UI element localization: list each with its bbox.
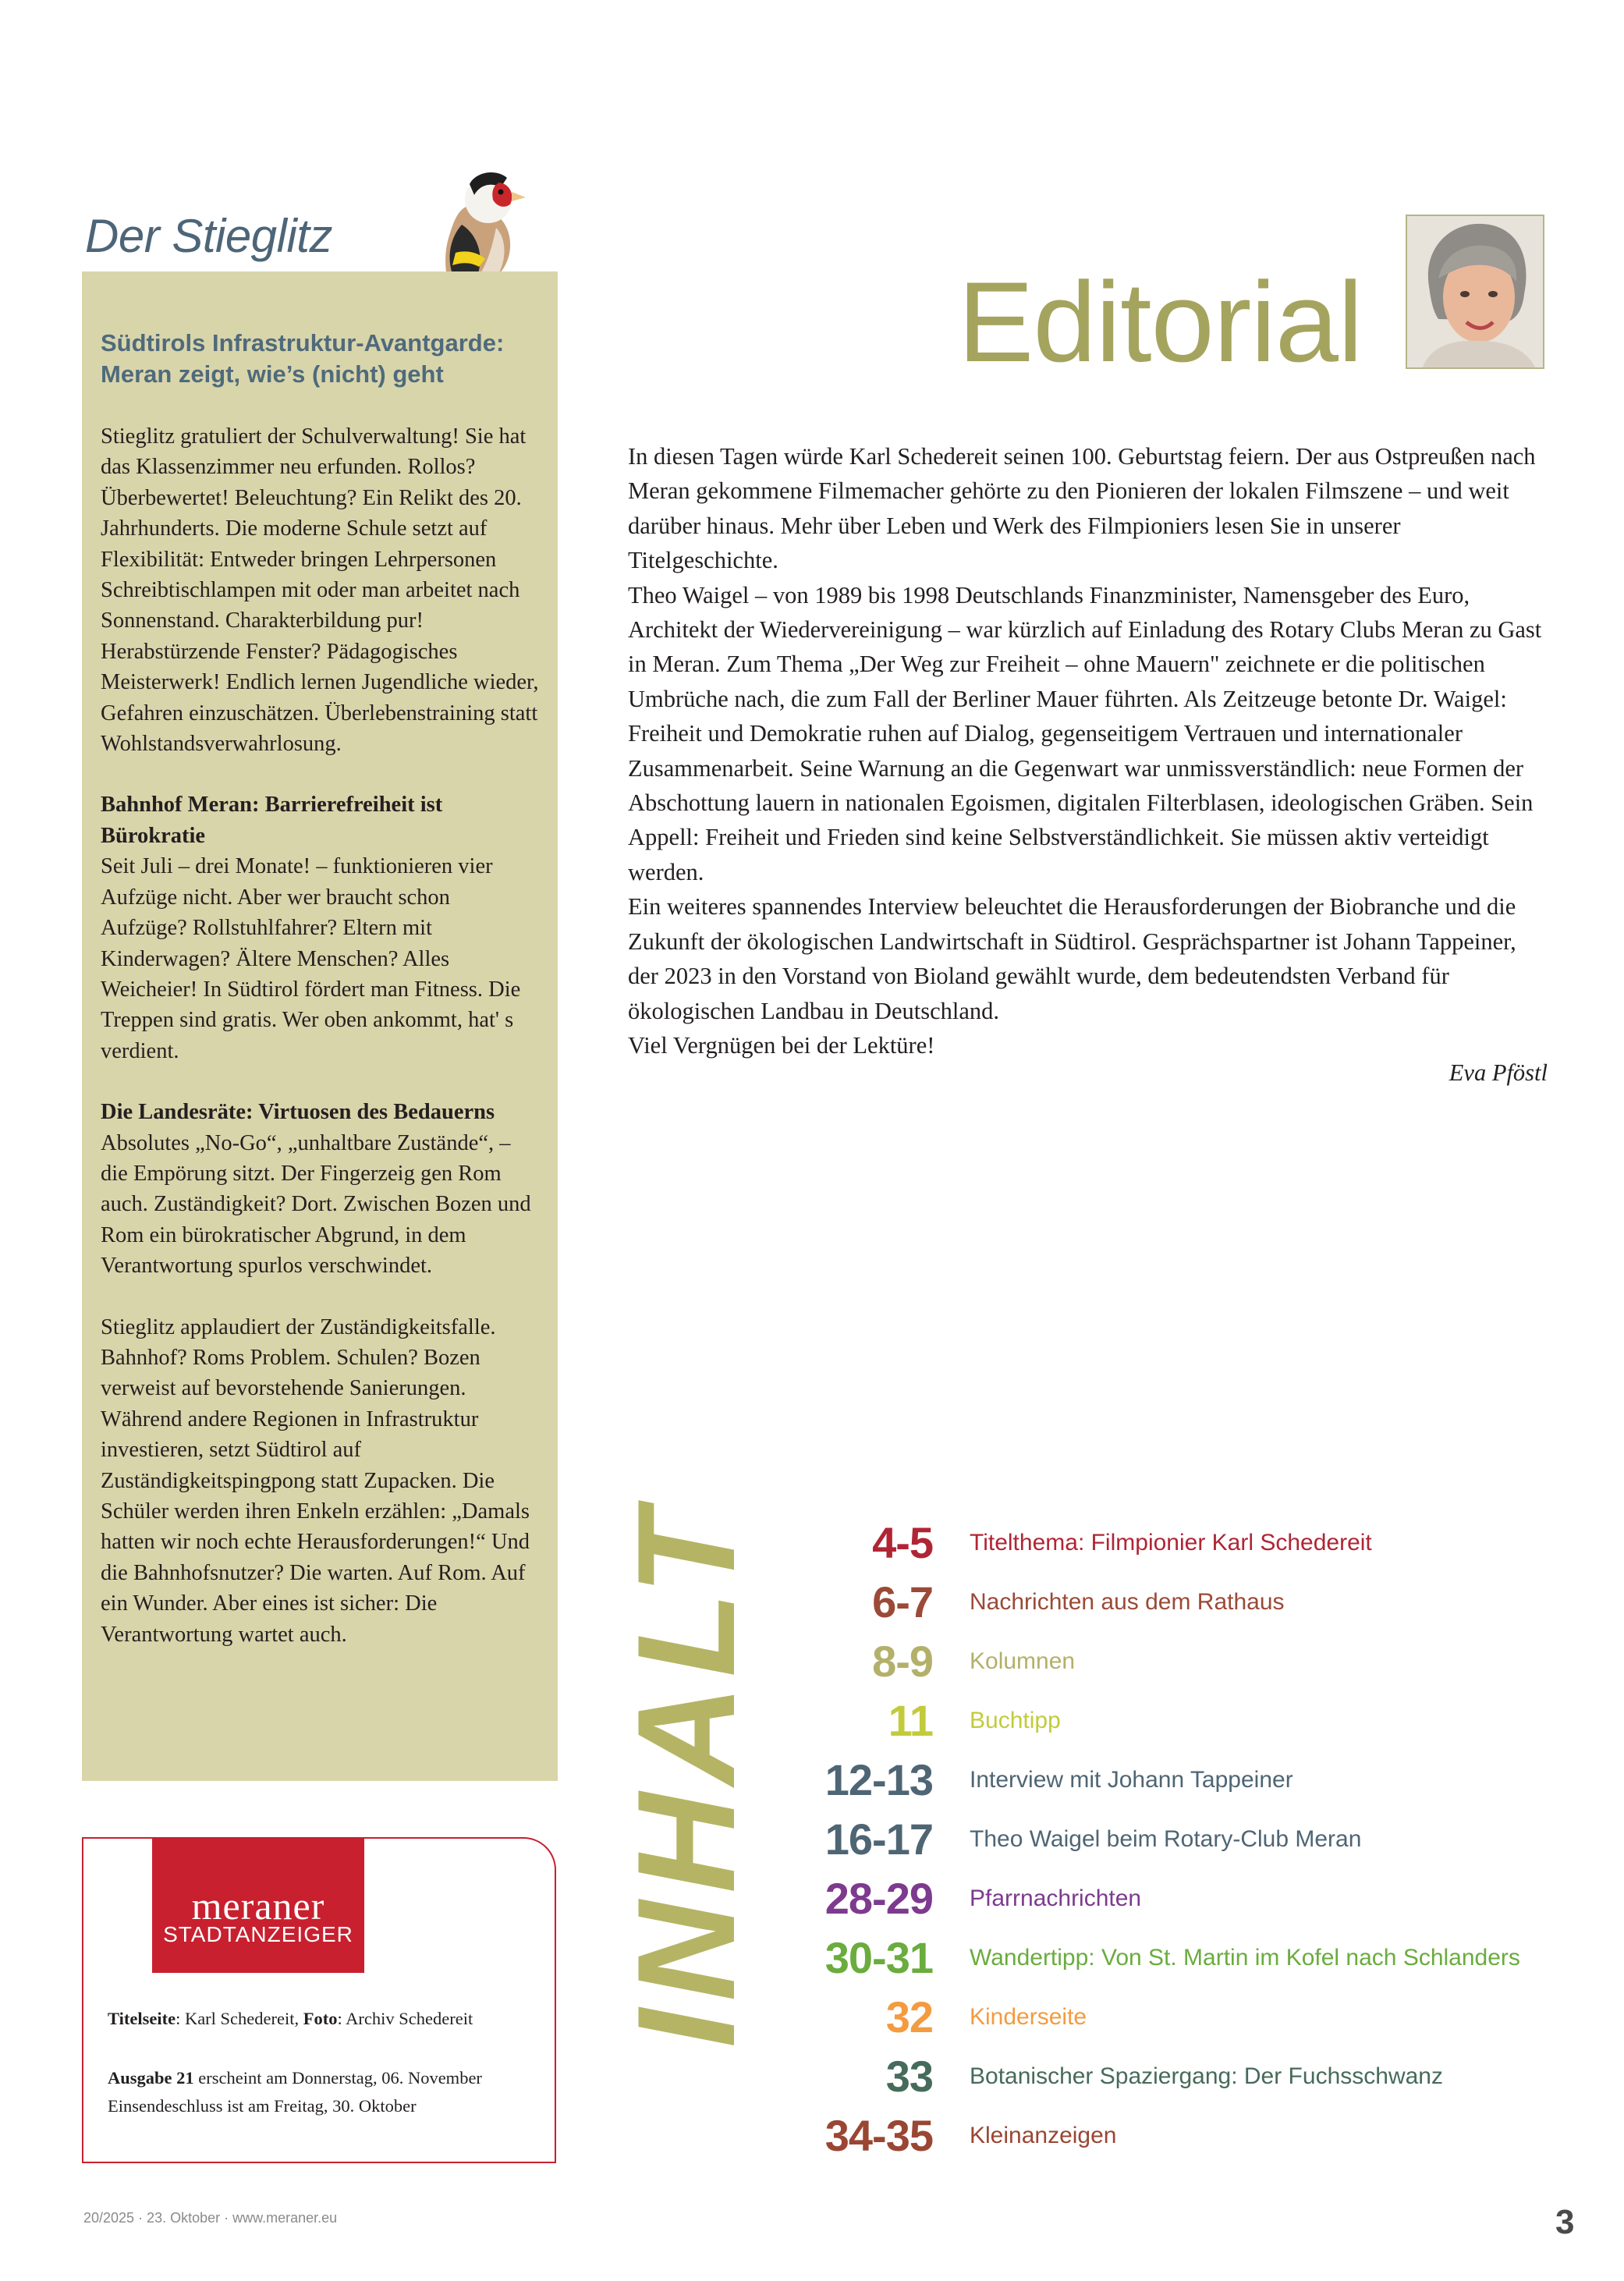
- logo-wordmark: meraner: [191, 1884, 325, 1928]
- toc-title: Wandertipp: Von St. Martin im Kofel nach Schlanders: [970, 1945, 1520, 1971]
- toc-title: Interview mit Johann Tappeiner: [970, 1767, 1293, 1793]
- editorial-paragraph: Theo Waigel – von 1989 bis 1998 Deutschlands Finanzminister, Namensgeber des Euro, Architekt der Wiedervereinigung – war kürzlich auf Einladung des Rotary Clubs Meran zu Gast in Meran. Zum Thema „Der Weg zur Freiheit – ohne Mauern" zeichnete er die politischen Umbrüche nach, die zum Fall der Berliner Mauer führten. Als Zeitzeuge betonte Dr. Waigel: Freiheit und Demokratie ruhen auf Dialog, gegenseitigem Vertrauen und internationaler Zusammenarbeit. Seine Warnung an die Gegenwart war unmissverständlich: neue Formen der Abschottung lauern in nationalen Egoismen, digitalen Filterblasen, ideologischen Gräben. Sein Appell: Freiheit und Frieden sind keine Selbstverständlichkeit. Sie müssen aktiv verteidigt werden.: [628, 581, 1542, 885]
- toc-entry[interactable]: [702, 1573, 1576, 1632]
- column-paragraph-text: Absolutes „No-Go“, „unhaltbare Zustände“, – die Empörung sitzt. Der Fingerzeig gen Rom auch. Zuständigkeit? Dort. Zwischen Bozen und Rom ein bürokratischer Abgrund, in dem Verantwortung spurlos verschwindet.: [101, 1130, 531, 1279]
- contents-heading: INHALT: [608, 1502, 764, 2048]
- toc-title: Kinderseite: [970, 2004, 1087, 2030]
- toc-title: Botanischer Spaziergang: Der Fuchsschwanz: [970, 2063, 1443, 2089]
- portrait-image: [1407, 216, 1543, 367]
- toc-entry[interactable]: [702, 1751, 1576, 1810]
- toc-title: Buchtipp: [970, 1708, 1061, 1733]
- editorial-paragraph: Viel Vergnügen bei der Lektüre!: [628, 1031, 935, 1059]
- toc-page-number: 6-7: [872, 1577, 933, 1626]
- toc-title: Nachrichten aus dem Rathaus: [970, 1589, 1285, 1615]
- toc-title: Theo Waigel beim Rotary-Club Meran: [970, 1826, 1362, 1852]
- toc-title: Pfarrnachrichten: [970, 1885, 1142, 1911]
- deadline-info: Einsendeschluss ist am Freitag, 30. Oktober: [108, 2096, 417, 2116]
- column-subheading: Bahnhof Meran: Barrierefreiheit ist Bürokratie: [101, 793, 443, 848]
- toc-page-number: 11: [888, 1696, 933, 1745]
- toc-page-number: 34-35: [824, 2111, 933, 2160]
- logo-subtitle: STADTANZEIGER: [163, 1922, 353, 1946]
- toc-page-number: 4-5: [872, 1518, 933, 1567]
- editorial-paragraph: Ein weiteres spannendes Interview beleuchtet die Herausforderungen der Biobranche und die Zukunft der ökologischen Landwirtschaft in Südtirol. Gesprächspartner ist Johann Tappeiner, der 2023 in den Vorstand von Bioland gewählt wurde, dem bedeutendsten Verband für ökologischen Landbau in Deutschland.: [628, 893, 1516, 1024]
- publication-logo: [152, 1837, 364, 1973]
- toc-entry[interactable]: [702, 1988, 1576, 2047]
- next-issue-info: Ausgabe 21 erscheint am Donnerstag, 06. November: [108, 2068, 482, 2088]
- toc-entry[interactable]: [702, 1632, 1576, 1691]
- toc-page-number: 30-31: [824, 1933, 933, 1982]
- editorial-paragraph: In diesen Tagen würde Karl Schedereit seinen 100. Geburtstag feiern. Der aus Ostpreußen nach Meran gekommene Filmemacher gehörte zu den Pionieren der lokalen Filmszene – und weit darüber hinaus. Mehr über Leben und Werk des Filmpioniers lesen Sie in unserer Titelgeschichte.: [628, 443, 1536, 574]
- column-title: Der Stieglitz: [85, 210, 332, 262]
- cover-credit: Titelseite: Karl Schedereit, Foto: Archiv Schedereit: [108, 2009, 473, 2028]
- toc-title: Titelthema: Filmpionier Karl Schedereit: [970, 1530, 1372, 1556]
- editorial-title: Editorial: [958, 258, 1363, 385]
- author-portrait: [1406, 215, 1544, 369]
- column-paragraph: Stieglitz gratuliert der Schulverwaltung! Sie hat das Klassenzimmer neu erfunden. Rollos? Überbewertet! Beleuchtung? Ein Relikt des 20. Jahrhunderts. Die moderne Schule setzt auf Flexibilität: Entweder bringen Lehrpersonen Schreibtischlampen mit oder man arbeitet nach Sonnenstand. Charakterbildung pur! Herabstürzende Fenster? Pädagogisches Meisterwerk! Endlich lernen Jugendliche wieder, Gefahren einzuschätzen. Überlebenstraining statt Wohlstandsverwahrlosung.: [101, 424, 539, 757]
- toc-page-number: 8-9: [872, 1637, 933, 1686]
- column-paragraph: Stieglitz applaudiert der Zuständigkeitsfalle. Bahnhof? Roms Problem. Schulen? Bozen verweist auf bevorstehende Sanierungen. Während andere Regionen in Infrastruktur investieren, setzt Südtirol auf Zuständigkeitspingpong statt Zupacken. Die Schüler werden ihren Enkeln erzählen: „Damals hatten wir noch echte Herausforderungen!“ Und die Bahnhofsnutzer? Die warten. Auf Rom. Auf ein Wunder. Aber eines ist sicher: Die Verantwortung wartet auch.: [101, 1314, 530, 1647]
- column-subheading: Die Landesräte: Virtuosen des Bedauerns: [101, 1100, 495, 1125]
- toc-page-number: 12-13: [824, 1755, 933, 1804]
- issue-footer: 20/2025 · 23. Oktober · www.meraner.eu: [83, 2210, 338, 2226]
- toc-page-number: 28-29: [824, 1874, 933, 1923]
- column-paragraph-text: Seit Juli – drei Monate! – funktionieren vier Aufzüge nicht. Aber wer braucht schon Aufzüge? Rollstuhlfahrer? Eltern mit Kinderwagen? Ältere Menschen? Alles Weicheier! In Südtirol fördert man Fitness. Die Treppen sind gratis. Wer oben ankommt, hat' s verdient.: [101, 854, 521, 1063]
- column-paragraph: [101, 1097, 539, 1281]
- stieglitz-column: [82, 271, 558, 1781]
- toc-entry[interactable]: [702, 1869, 1576, 1928]
- toc-page-number: 32: [885, 1992, 933, 2042]
- toc-entry[interactable]: [702, 2106, 1576, 2166]
- toc-entry[interactable]: [702, 2047, 1576, 2106]
- toc-entry[interactable]: [702, 1810, 1576, 1869]
- toc-page-number: 16-17: [824, 1815, 933, 1864]
- page-number: 3: [1555, 2203, 1575, 2241]
- toc-entry[interactable]: [702, 1513, 1576, 1573]
- column-paragraph: [101, 789, 539, 1066]
- toc-title: Kleinanzeigen: [970, 2123, 1117, 2148]
- toc-title: Kolumnen: [970, 1648, 1076, 1674]
- toc-entry[interactable]: [702, 1691, 1576, 1751]
- editorial-body: [628, 439, 1551, 1062]
- column-headline: Südtirols Infrastruktur-Avantgarde: Meran zeigt, wie’s (nicht) geht: [101, 329, 505, 388]
- toc-entry[interactable]: [702, 1928, 1576, 1988]
- editorial-author: Eva Pföstl: [1448, 1059, 1548, 1086]
- toc-page-number: 33: [885, 2052, 933, 2101]
